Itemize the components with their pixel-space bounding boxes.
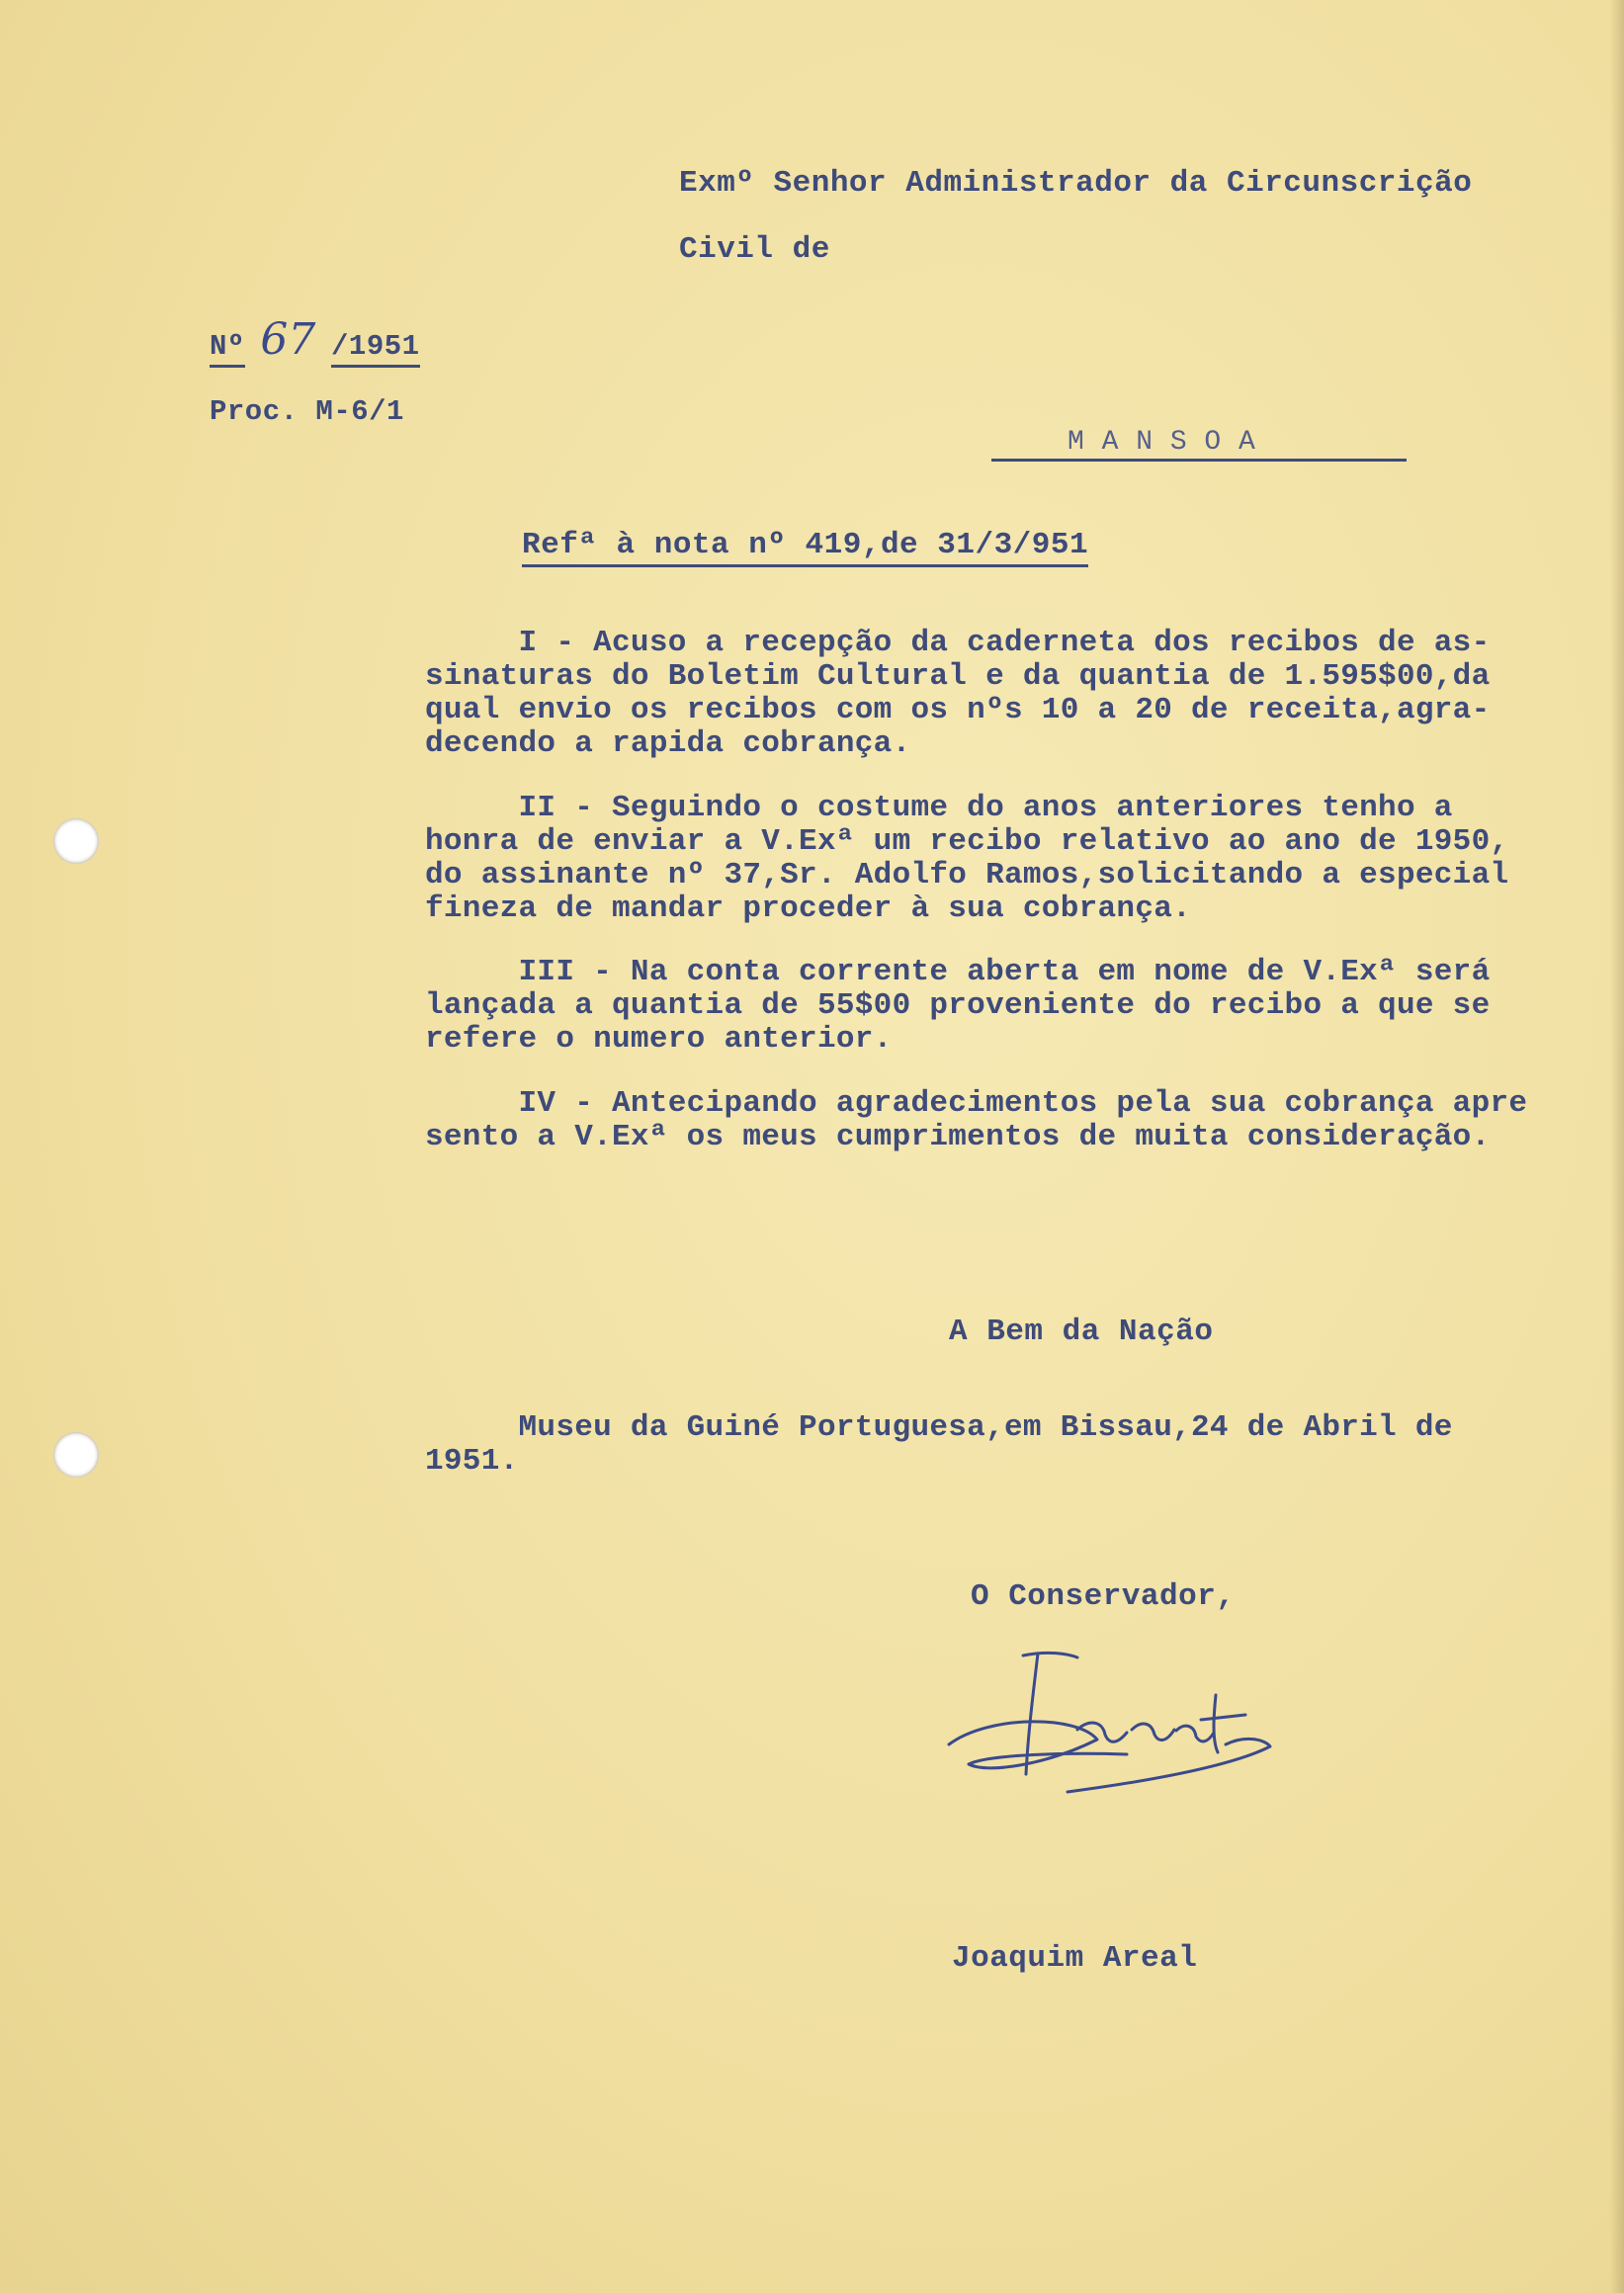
process-number: Proc. M-6/1 (210, 395, 404, 428)
addressee-line-1: Exmº Senhor Administrador da Circunscrição (679, 166, 1473, 201)
paper-edge-shadow (1610, 0, 1624, 2293)
closing-salutation: A Bem da Nação (949, 1315, 1214, 1349)
paragraph-line: qual envio os recibos com os nºs 10 a 20 de receita,agra- (425, 693, 1491, 727)
paragraph-line: fineza de mandar proceder à sua cobrança. (425, 892, 1192, 926)
handwritten-signature (929, 1636, 1295, 1804)
signatory-name: Joaquim Areal (952, 1941, 1198, 1976)
place-date (425, 1411, 1562, 1479)
paragraph-line: lançada a quantia de 55$00 proveniente do recibo a que se (425, 988, 1491, 1023)
signature-stroke (949, 1653, 1270, 1792)
paragraph-line: refere o numero anterior. (425, 1022, 893, 1057)
punch-hole-bottom (53, 1432, 99, 1478)
place-date-line: Museu da Guiné Portuguesa,em Bissau,24 de Abril de (425, 1410, 1453, 1445)
signatory-role: O Conservador, (971, 1579, 1236, 1614)
document-number (210, 314, 420, 365)
paragraph-line: IV - Antecipando agradecimentos pela sua cobrança apre (425, 1086, 1528, 1121)
document-number-prefix: Nº (210, 330, 245, 368)
destination-name: M A N S O A (1068, 427, 1256, 458)
paragraph-1 (425, 627, 1562, 761)
paragraph-line: III - Na conta corrente aberta em nome de V.Exª será (425, 955, 1491, 989)
paragraph-line: II - Seguindo o costume do anos anteriores tenho a (425, 791, 1453, 825)
paragraph-line: do assinante nº 37,Sr. Adolfo Ramos,solicitando a especial (425, 858, 1509, 892)
paragraph-line: decendo a rapida cobrança. (425, 726, 911, 761)
place-date-line: 1951. (425, 1444, 519, 1479)
reference-note: Refª à nota nº 419,de 31/3/951 (522, 528, 1088, 567)
paragraph-3 (425, 956, 1562, 1057)
paragraph-line: sento a V.Exª os meus cumprimentos de muita consideração. (425, 1120, 1491, 1154)
addressee-line-2: Civil de (679, 232, 830, 267)
destination-underline (991, 459, 1407, 462)
paragraph-2 (425, 792, 1562, 926)
paragraph-4 (425, 1087, 1562, 1154)
punch-hole-top (53, 818, 99, 864)
paragraph-line: honra de enviar a V.Exª um recibo relativo ao ano de 1950, (425, 824, 1509, 859)
paragraph-line: sinaturas do Boletim Cultural e da quantia de 1.595$00,da (425, 659, 1491, 694)
paragraph-line: I - Acuso a recepção da caderneta dos recibos de as- (425, 626, 1491, 660)
document-number-handwritten: 67 (260, 314, 316, 365)
document-number-suffix: /1951 (331, 330, 420, 368)
